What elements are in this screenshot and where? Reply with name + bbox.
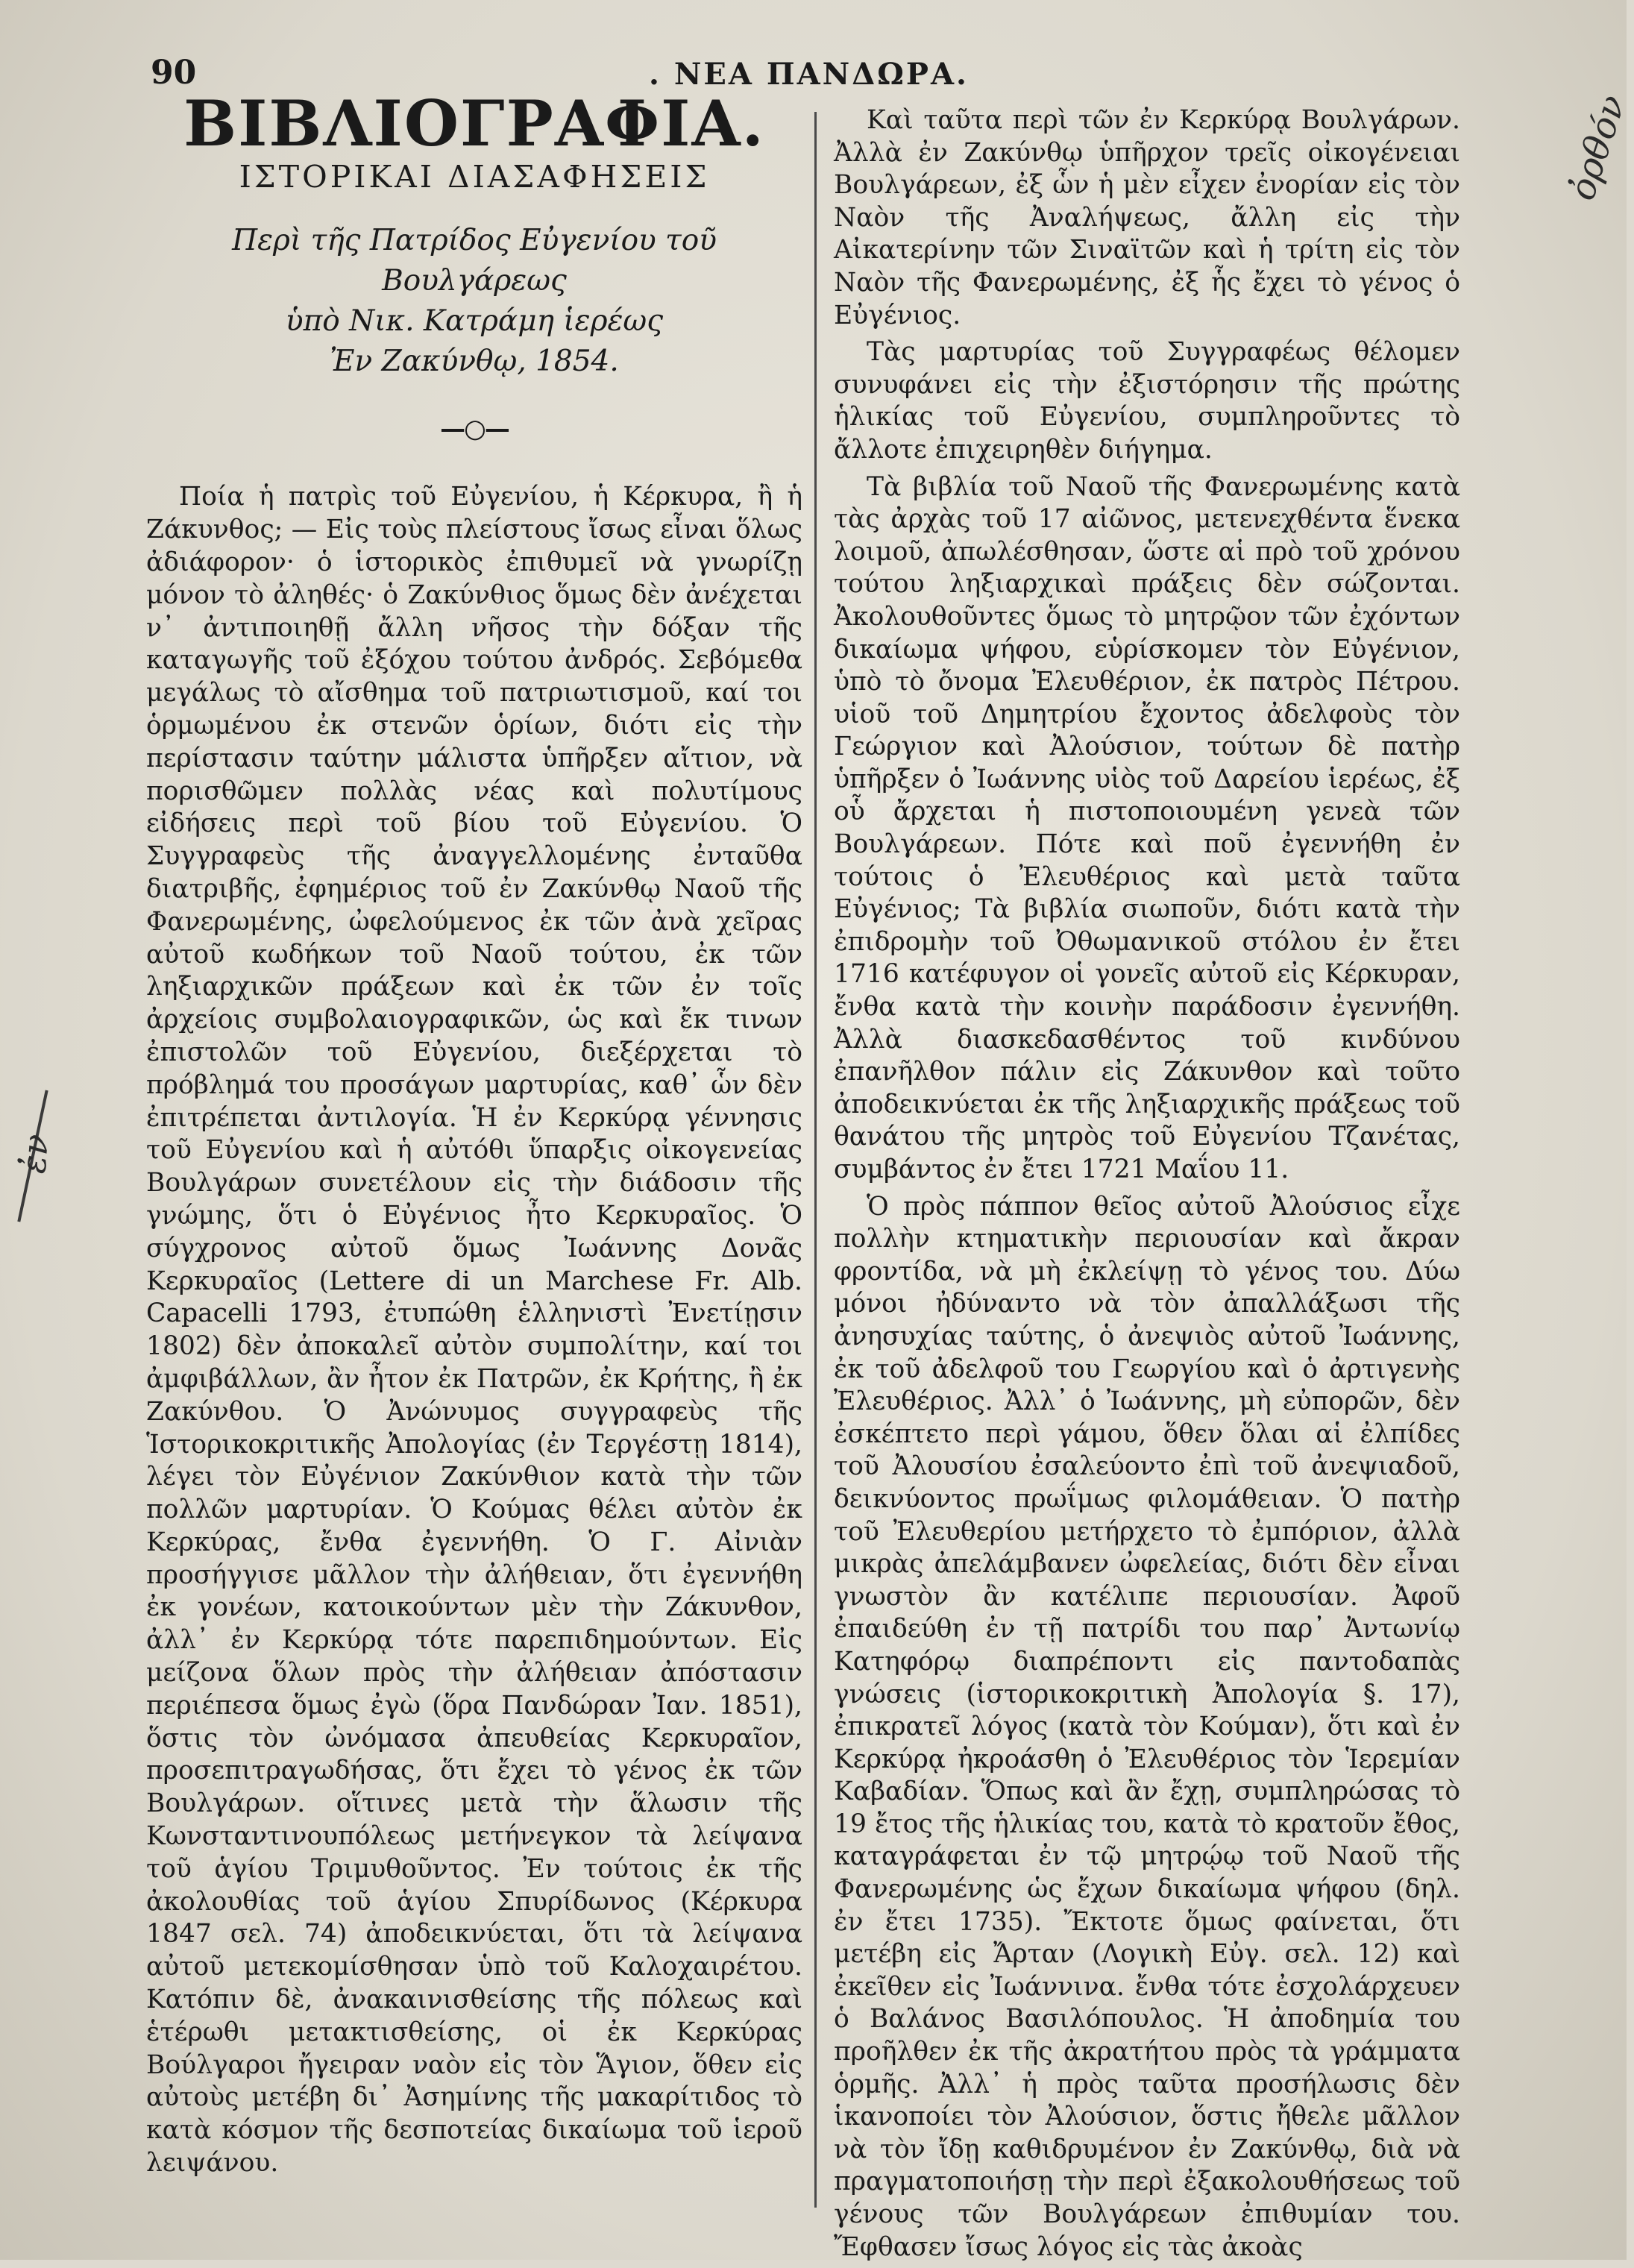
byline-line-1: Περὶ τῆς Πατρίδος Εὐγενίου τοῦ Βουλγάρεως [232,223,717,298]
section-title: ΒΙΒΛΙΟΓΡΑΦΙΑ. [183,87,765,160]
right-paragraph-3: Τὰ βιβλία τοῦ Ναοῦ τῆς Φανερωμένης κατὰ τὰς ἀρχὰς τοῦ 17 αἰῶνος, μετενεχθέντα ἕνεκα λοιμοῦ, ἀπωλέσθησαν, ὥστε αἱ πρὸ τοῦ χρόνου τούτου ληξιαρχικαὶ πράξεις δὲν σώζονται. Ἀκολουθοῦντες ὅμως τὸ μητρῷον τῶν ἐχόντων δικαίωμα ψήφου, εὑρίσκομεν τὸν Εὐγένιον, ὑπὸ τὸ ὄνομα Ἐλευθέριον, ἐκ πατρὸς Πέτρου. υἱοῦ τοῦ Δημητρίου ἔχοντος ἀδελφοὺς τὸν Γεώργιον καὶ Ἀλούσιον, τούτων δὲ πατὴρ ὑπῆρξεν ὁ Ἰωάννης υἱὸς τοῦ Δαρείου ἱερέως, ἐξ οὗ ἄρχεται ἡ πιστοποιουμένη γενεὰ τῶν Βουλγάρεων. Πότε καὶ ποῦ ἐγεννήθη ἐν τούτοις ὁ Ἐλευθέριος καὶ μετὰ ταῦτα Εὐγένιος; Τὰ βιβλία σιωποῦν, διότι κατὰ τὴν ἐπιδρομὴν τοῦ Ὀθωμανικοῦ στόλου ἐν ἔτει 1716 κατέφυγον οἱ γονεῖς αὐτοῦ εἰς Κέρκυραν, ἔνθα κατὰ τὴν κοινὴν παράδοσιν ἐγεννήθη. Ἀλλὰ διασκεδασθέντος τοῦ κινδύνου ἐπανῆλθον πάλιν εἰς Ζάκυνθον καὶ τοῦτο ἀποδεικνύεται ἐκ τῆς ληξιαρχικῆς πράξεως τοῦ θανάτου τῆς μητρὸς τοῦ Εὐγενίου Τζανέτας, συμβάντος ἐν ἔτει 1721 Μαΐου 11. [834,471,1460,1184]
left-column [146,87,802,2180]
running-title: . ΝΕΑ ΠΑΝΔΩΡΑ. [649,57,969,92]
handwritten-margin-note-right: ὀρθόν [1561,89,1634,206]
page-number: 90 [151,54,197,92]
right-paragraph-4: Ὁ πρὸς πάππον θεῖος αὐτοῦ Ἀλούσιος εἶχε πολλὴν κτηματικὴν περιουσίαν καὶ ἄκραν φροντίδα, νὰ μὴ ἐκλείψῃ τὸ γένος του. Δύω μόνοι ἠδύναντο νὰ τὸν ἀπαλλάξωσι τῆς ἀνησυχίας ταύτης, ὁ ἀνεψιὸς αὐτοῦ Ἰωάννης, ἐκ τοῦ ἀδελφοῦ του Γεωργίου καὶ ὁ ἀρτιγενὴς Ἐλευθέριος. Ἀλλ᾽ ὁ Ἰωάννης, μὴ εὐπορῶν, δὲν ἐσκέπτετο περὶ γάμου, ὅθεν ὅλαι αἱ ἐλπίδες τοῦ Ἀλουσίου ἐσαλεύοντο ἐπὶ τοῦ ἀνεψιαδοῦ, δεικνύοντος πρωΐμως φιλομάθειαν. Ὁ πατὴρ τοῦ Ἐλευθερίου μετήρχετο τὸ ἐμπόριον, ἀλλὰ μικρὰς ἀπελάμβανεν ὠφελείας, διότι δὲν εἶναι γνωστὸν ἂν κατέλιπε περιουσίαν. Ἀφοῦ ἐπαιδεύθη ἐν τῇ πατρίδι του παρ᾽ Ἀντωνίῳ Κατηφόρῳ διαπρέποντι εἰς παντοδαπὰς γνώσεις (ἱστορικοκριτικὴ Ἀπολογία §. 17), ἐπικρατεῖ λόγος (κατὰ τὸν Κούμαν), ὅτι καὶ ἐν Κερκύρᾳ ἠκροάσθη ὁ Ἐλευθέριος τὸν Ἱερεμίαν Καβαδίαν. Ὅπως καὶ ἂν ἔχῃ, συμπληρώσας τὸ 19 ἔτος τῆς ἡλικίας του, κατὰ τὸ κρατοῦν ἔθος, καταγράφεται ἐν τῷ μητρῴῳ τοῦ Ναοῦ τῆς Φανερωμένης ὡς ἔχων δικαίωμα ψήφου (δηλ. ἐν ἔτει 1735). Ἔκτοτε ὅμως φαίνεται, ὅτι μετέβη εἰς Ἄρταν (Λογικὴ Εὐγ. σελ. 12) καὶ ἐκεῖθεν εἰς Ἰωάννινα. ἔνθα τότε ἐσχολάρχευεν ὁ Βαλάνος Βασιλόπουλος. Ἡ ἀποδημία του προῆλθεν ἐκ τῆς ἀκρατήτου πρὸς τὰ γράμματα ὁρμῆς. Ἀλλ᾽ ἡ πρὸς ταῦτα προσήλωσις δὲν ἱκανοποίει τὸν Ἀλούσιον, ὅστις ἤθελε μᾶλλον νὰ τὸν ἴδῃ καθιδρυμένον ἐν Ζακύνθῳ, διὰ νὰ πραγματοποιήσῃ τὴν περὶ ἐξακολουθήσεως τοῦ γένους τῶν Βουλγάρεων ἐπιθυμίαν του. Ἔφθασεν ἴσως λόγος εἰς τὰς ἀκοὰς [834,1191,1460,2262]
right-paragraph-2: Τὰς μαρτυρίας τοῦ Συγγραφέως θέλομεν συνυφάνει εἰς τὴν ἐξιστόρησιν τῆς πρώτης ἡλικίας τοῦ Εὐγενίου, συμπληροῦντες τὸ ἄλλοτε ἐπιχειρηθὲν διήγημα. [834,337,1460,465]
column-divider [814,112,817,2208]
section-subtitle: ΙΣΤΟΡΙΚΑΙ ΔΙΑΣΑΦΗΣΕΙΣ [239,158,710,195]
byline-line-3: Ἐν Ζακύνθῳ, 1854. [330,344,619,378]
right-column [834,104,1460,2268]
handwritten-margin-note-left: ἐν [13,1132,57,1175]
left-paragraph-1: Ποία ἡ πατρὶς τοῦ Εὐγενίου, ἡ Κέρκυρα, ἢ ἡ Ζάκυνθος; — Εἰς τοὺς πλείστους ἴσως εἶναι ὅλως ἀδιάφορον· ὁ ἱστορικὸς ἐπιθυμεῖ νὰ γνωρίζῃ μόνον τὸ ἀληθές· ὁ Ζακύνθιος ὅμως δὲν ἀνέχεται ν᾽ ἀντιποιηθῇ ἄλλη νῆσος τὴν δόξαν τῆς καταγωγῆς τοῦ ἐξόχου τούτου ἀνδρός. Σεβόμεθα μεγάλως τὸ αἴσθημα τοῦ πατριωτισμοῦ, καί τοι ὁρμωμένου ἐκ στενῶν ὁρίων, διότι εἰς τὴν περίστασιν ταύτην μάλιστα ὑπῆρξεν αἴτιον, νὰ πορισθῶμεν πολλὰς νέας καὶ πολυτίμους εἰδήσεις περὶ τοῦ βίου τοῦ Εὐγενίου. Ὁ Συγγραφεὺς τῆς ἀναγγελλομένης ἐνταῦθα διατριβῆς, ἐφημέριος τοῦ ἐν Ζακύνθῳ Ναοῦ τῆς Φανερωμένης, ὠφελούμενος ἐκ τῶν ἀνὰ χεῖρας αὐτοῦ κωδήκων τοῦ Ναοῦ τούτου, ἐκ τῶν ληξιαρχικῶν πράξεων καὶ ἐκ τῶν ἐν τοῖς ἀρχείοις συμβολαιογραφικῶν, ὡς καὶ ἔκ τινων ἐπιστολῶν τοῦ Εὐγενίου, διεξέρχεται τὸ πρόβλημά του προσάγων μαρτυρίας, καθ᾽ ὧν δὲν ἐπιτρέπεται ἀντιλογία. Ἡ ἐν Κερκύρᾳ γέννησις τοῦ Εὐγενίου καὶ ἡ αὐτόθι ὕπαρξις οἰκογενείας Βουλγάρων συνετέλουν εἰς τὴν διάδοσιν τῆς γνώμης, ὅτι ὁ Εὐγένιος ἦτο Κερκυραῖος. Ὁ σύγχρονος αὐτοῦ ὅμως Ἰωάννης Δονᾶς Κερκυραῖος (Lettere di un Marchese Fr. Alb. Capacelli 1793, ἐτυπώθη ἑλληνιστὶ Ἐνετίῃσιν 1802) δὲν ἀποκαλεῖ αὐτὸν συμπολίτην, καί τοι ἀμφιβάλλων, ἂν ἦτον ἐκ Πατρῶν, ἐκ Κρήτης, ἢ ἐκ Ζακύνθου. Ὁ Ἀνώνυμος συγγραφεὺς τῆς Ἱστορικοκριτικῆς Ἀπολογίας (ἐν Τεργέστῃ 1814), λέγει τὸν Εὐγένιον Ζακύνθιον κατὰ τὴν τῶν πολλῶν μαρτυρίαν. Ὁ Κούμας θέλει αὐτὸν ἐκ Κερκύρας, ἔνθα ἐγεννήθη. Ὁ Γ. Αἰνιὰν προσήγγισε μᾶλλον τὴν ἀλήθειαν, ὅτι ἐγεννήθη ἐκ γονέων, κατοικούντων μὲν τὴν Ζάκυνθον, ἀλλ᾽ ἐν Κερκύρᾳ τότε παρεπιδημούντων. Εἰς μείζονα ὅλων πρὸς τὴν ἀλήθειαν ἀπόστασιν περιέπεσα ὅμως ἐγὼ (ὅρα Πανδώραν Ἰαν. 1851), ὅστις τὸν ὠνόμασα ἀπευθείας Κερκυραῖον, προσεπιτραγωδήσας, ὅτι ἔχει τὸ γένος ἐκ τῶν Βουλγάρων. οἵτινες μετὰ τὴν ἅλωσιν τῆς Κωνσταντινουπόλεως μετήνεγκον τὰ λείψανα τοῦ ἁγίου Τριμυθοῦντος. Ἐν τούτοις ἐκ τῆς ἀκολουθίας τοῦ ἁγίου Σπυρίδωνος (Κέρκυρα 1847 σελ. 74) ἀποδεικνύεται, ὅτι τὰ λείψανα αὐτοῦ μετεκομίσθησαν ὑπὸ τοῦ Καλοχαιρέτου. Κατόπιν δὲ, ἀνακαινισθείσης τῆς πόλεως καὶ ἑτέρωθι μετακτισθείσης, οἱ ἐκ Κερκύρας Βούλγαροι ἤγειραν ναὸν εἰς τὸν Ἅγιον, ὅθεν εἰς αὐτοὺς μετέβη δι᾽ Ἀσημίνης τῆς μακαρίτιδος τὸ κατὰ κόσμον τῆς δεσποτείας δικαίωμα τοῦ ἱεροῦ λειψάνου. [146,482,802,2179]
right-paragraph-1: Καὶ ταῦτα περὶ τῶν ἐν Κερκύρᾳ Βουλγάρων. Ἀλλὰ ἐν Ζακύνθῳ ὑπῆρχον τρεῖς οἰκογένειαι Βουλγάρεων, ἐξ ὧν ἡ μὲν εἶχεν ἐνορίαν εἰς τὸν Ναὸν τῆς Ἀναλήψεως, ἄλλη εἰς τὴν Αἰκατερίνην τῶν Σιναϊτῶν καὶ ἡ τρίτη εἰς τὸν Ναὸν τῆς Φανερωμένης, ἐξ ἧς ἔχει τὸ γένος ὁ Εὐγένιος. [834,105,1460,330]
byline-line-2: ὑπὸ Νικ. Κατράμη ἱερέως [285,304,664,338]
section-separator: —○— [440,413,509,444]
